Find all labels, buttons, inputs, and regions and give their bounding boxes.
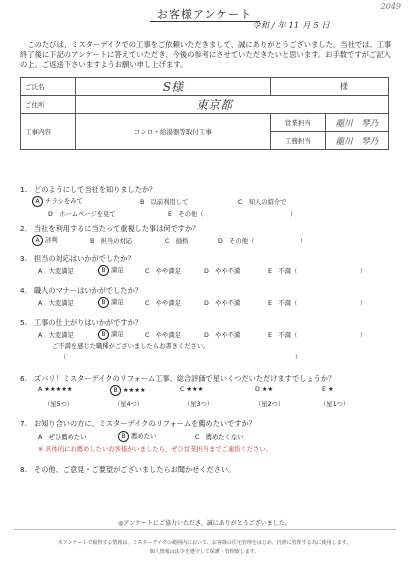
privacy-note-1: 本アンケートで取得する情報は、ミスターデイクの範囲内において、お客様の住宅管理をはじめ、円滑に管理する為に使用します。 (57, 540, 352, 546)
q5-sub-question: ご不満を感じた職種がございましたらお書きください。 (52, 343, 210, 350)
q5-option-e-close: ） (360, 332, 367, 339)
q3-option-b: B 満足 (98, 265, 124, 276)
selection-circle: B (98, 329, 109, 340)
q4-option-e: E 不満（ (268, 300, 298, 307)
q4-option-a: A 大変満足 (38, 300, 74, 307)
q6-d-stars: （星2つ） (255, 401, 285, 408)
work-value: コンロ・給湯器等取付工事 (76, 114, 271, 150)
q6-option-b: B ★★★★ (110, 385, 146, 396)
q5-option-c: C やや満足 (145, 332, 181, 339)
q5-answer-close: ） (295, 354, 302, 361)
q1-option-e-close: ） (290, 211, 297, 218)
q2-option-d: D その他（ (218, 238, 255, 245)
q5-option-a: A 大変満足 (38, 332, 74, 339)
q5-option-d: D やや不満 (204, 332, 241, 339)
q3-option-a: A 大変満足 (38, 268, 74, 275)
q3-option-e: E 不満（ (268, 268, 298, 275)
q6-c-stars: （星3つ） (184, 401, 214, 408)
q4-option-e-close: ） (360, 300, 367, 307)
work-label: 工事内容 (21, 114, 76, 150)
question-6: 6. ズバリ！ミスターデイクのリフォーム工事、総合評価で星いくつだいただけますでしょうか？ (20, 374, 336, 383)
q7-option-b: B 薦めたい (118, 431, 156, 442)
question-1: 1. どのようにして当社を知りましたか？ (20, 185, 157, 194)
sales-label: 営業担当 (270, 114, 325, 132)
date: 令和 / 年 11 月 5 日 (252, 21, 330, 31)
q7-option-c: C 薦めたくない (195, 434, 244, 441)
address-value: 東京都 (76, 96, 389, 114)
question-3: 3. 担当の対応はいかがでしたか？ (20, 254, 135, 263)
page-title: お客様アンケート (156, 8, 253, 21)
q2-option-b: B 担当の対応 (90, 238, 133, 245)
q2-option-d-close: ） (300, 238, 307, 245)
address-label: ご住所 (21, 96, 76, 114)
selection-circle: A (32, 196, 43, 207)
selection-circle: A (32, 235, 43, 246)
question-4: 4. 職人のマナーはいかがでしたか？ (20, 286, 142, 295)
q1-option-a: A チラシをみて (32, 196, 83, 207)
q3-option-e-close: ） (360, 268, 367, 275)
q5-option-e: E 不満（ (268, 332, 298, 339)
q4-option-b: B 満足 (98, 297, 124, 308)
handwritten-number: 2049 (380, 2, 401, 11)
q1-option-d: D ホームページを見て (48, 211, 116, 218)
name-label: ご氏名 (21, 78, 76, 96)
customer-info-table (20, 77, 389, 150)
q2-option-c: C 価格 (165, 238, 189, 245)
footer-divider (14, 529, 396, 530)
title-underline (150, 21, 260, 22)
engineering-label: 工務担当 (270, 132, 325, 150)
q1-option-e: E その他（ (168, 211, 204, 218)
thank-you-note: ◎アンケートにご協力いただき、誠にありがとうございました。 (118, 520, 291, 527)
q2-option-a: A 評判 (32, 235, 58, 246)
question-7: 7. お知り合いの方に、ミスターデイクのリフォームを薦めたいですか？ (20, 419, 256, 428)
intro-paragraph: このたびは、ミスターデイクでの工事をご依頼いただきまして、誠にありがとうございました。当社では、工事終了後に下記のアンケートに答えていただき、今後の参考にさせていただきたいと思います。お手数ですがご記入の上、ご返送下さいますようお願い申し上げます。 (20, 40, 392, 69)
selection-circle: B (98, 265, 109, 276)
selection-circle: B (118, 431, 129, 442)
q6-option-d: D ★★ (255, 386, 274, 393)
q7-referral-note: ※ 具体的にお薦めしたいお客様がいましたら、ぜひ営業担当までご連絡ください。 (38, 446, 272, 453)
q6-option-a: A ★★★★★ (38, 386, 73, 393)
q4-option-c: C やや満足 (145, 300, 181, 307)
q6-e-stars: （星1つ） (320, 401, 350, 408)
question-8: 8. その他、ご意見・ご要望がございましたらお聞かせください。 (20, 465, 236, 474)
q6-option-c: C ★★★ (180, 386, 204, 393)
q3-option-c: C やや満足 (145, 268, 181, 275)
q3-option-d: D やや不満 (204, 268, 241, 275)
q1-option-c: C 知人の紹介で (238, 199, 287, 206)
engineering-value: 龍川 琴乃 (325, 132, 388, 150)
q6-b-stars: （星4つ） (114, 401, 144, 408)
question-2: 2. 当社を利用するに当たって重視した事は何ですか？ (20, 224, 200, 233)
privacy-note-2: 個人情報は法令を遵守して保護・管理致します。 (149, 549, 260, 555)
q1-option-b: B 以前利用して (140, 199, 189, 206)
q6-option-e: E ★ (322, 386, 334, 393)
question-5: 5. 工事の仕上がりはいかがですか？ (20, 318, 142, 327)
q4-option-d: D やや不満 (204, 300, 241, 307)
q5-option-b: B 満足 (98, 329, 124, 340)
q7-option-a: A ぜひ薦めたい (38, 434, 87, 441)
sales-value: 龍川 琴乃 (325, 114, 388, 132)
selection-circle: B (98, 297, 109, 308)
selection-circle: B (110, 385, 121, 396)
q6-a-stars: （星5つ） (44, 401, 74, 408)
name-suffix: 様 (270, 78, 388, 96)
name-value: S様 (76, 78, 271, 96)
q5-answer-open: （ (60, 354, 67, 361)
